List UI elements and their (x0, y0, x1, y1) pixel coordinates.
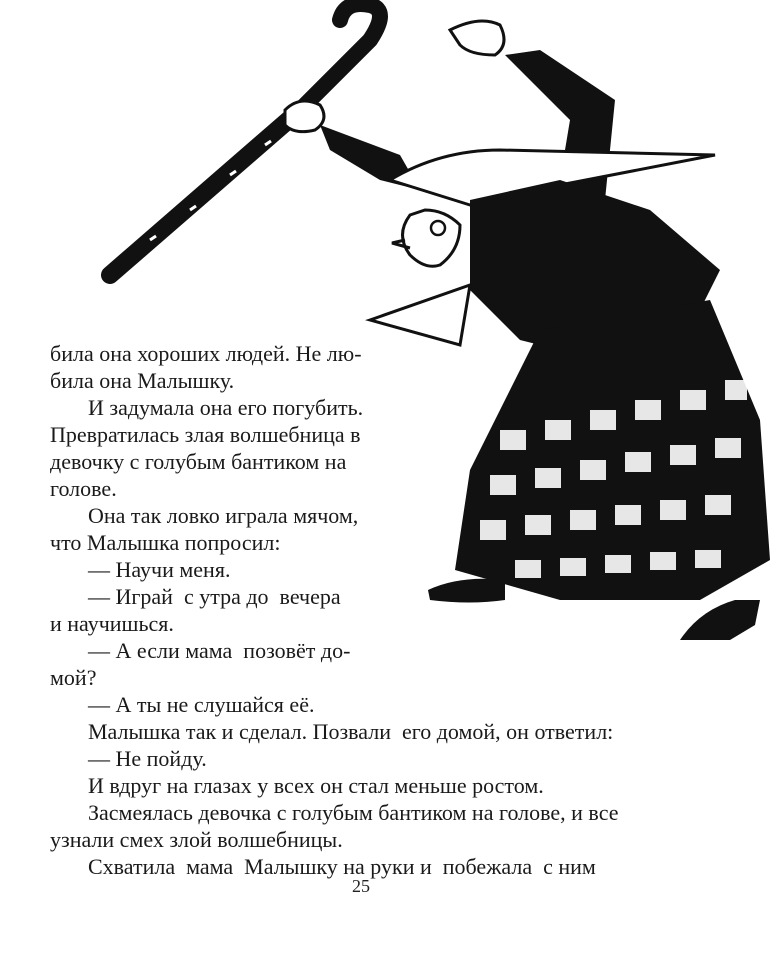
text-line: — Играй с утра до вечера (88, 584, 341, 609)
skirt-icon (455, 300, 770, 600)
text-line: Превратилась злая волшебница в (50, 422, 361, 447)
text-line: И вдруг на глазах у всех он стал меньше ростом. (88, 773, 544, 798)
text-line: девочку с голубым бантиком на (50, 449, 347, 474)
page-number: 25 (352, 876, 370, 896)
left-shoe-icon (428, 579, 505, 603)
text-line: И задумала она его погубить. (88, 395, 364, 420)
text-line: узнали смех злой волшебницы. (50, 827, 343, 852)
hand-icon (285, 101, 324, 132)
text-line: и научишься. (50, 611, 174, 636)
text-line: — А ты не слушайся её. (88, 692, 315, 717)
text-line: Засмеялась девочка с голубым бантиком на голове, и все (88, 800, 619, 825)
text-line: голове. (50, 476, 117, 501)
text-line: Она так ловко играла мячом, (88, 503, 359, 528)
text-line: — А если мама позовёт до- (88, 638, 351, 663)
text-line: что Малышка попросил: (50, 530, 281, 555)
text-line: — Не пойду. (88, 746, 207, 771)
face-icon (392, 210, 460, 266)
text-line: — Научи меня. (88, 557, 231, 582)
text-line: Схватила мама Малышку на руки и побежала с ним (88, 854, 596, 879)
text-line: мой? (50, 665, 97, 690)
text-line: Малышка так и сделал. Позвали его домой, он ответил: (88, 719, 614, 744)
text-line: била она Малышку. (50, 368, 235, 393)
text-line: била она хороших людей. Не лю- (50, 341, 362, 366)
right-shoe-icon (680, 600, 760, 640)
